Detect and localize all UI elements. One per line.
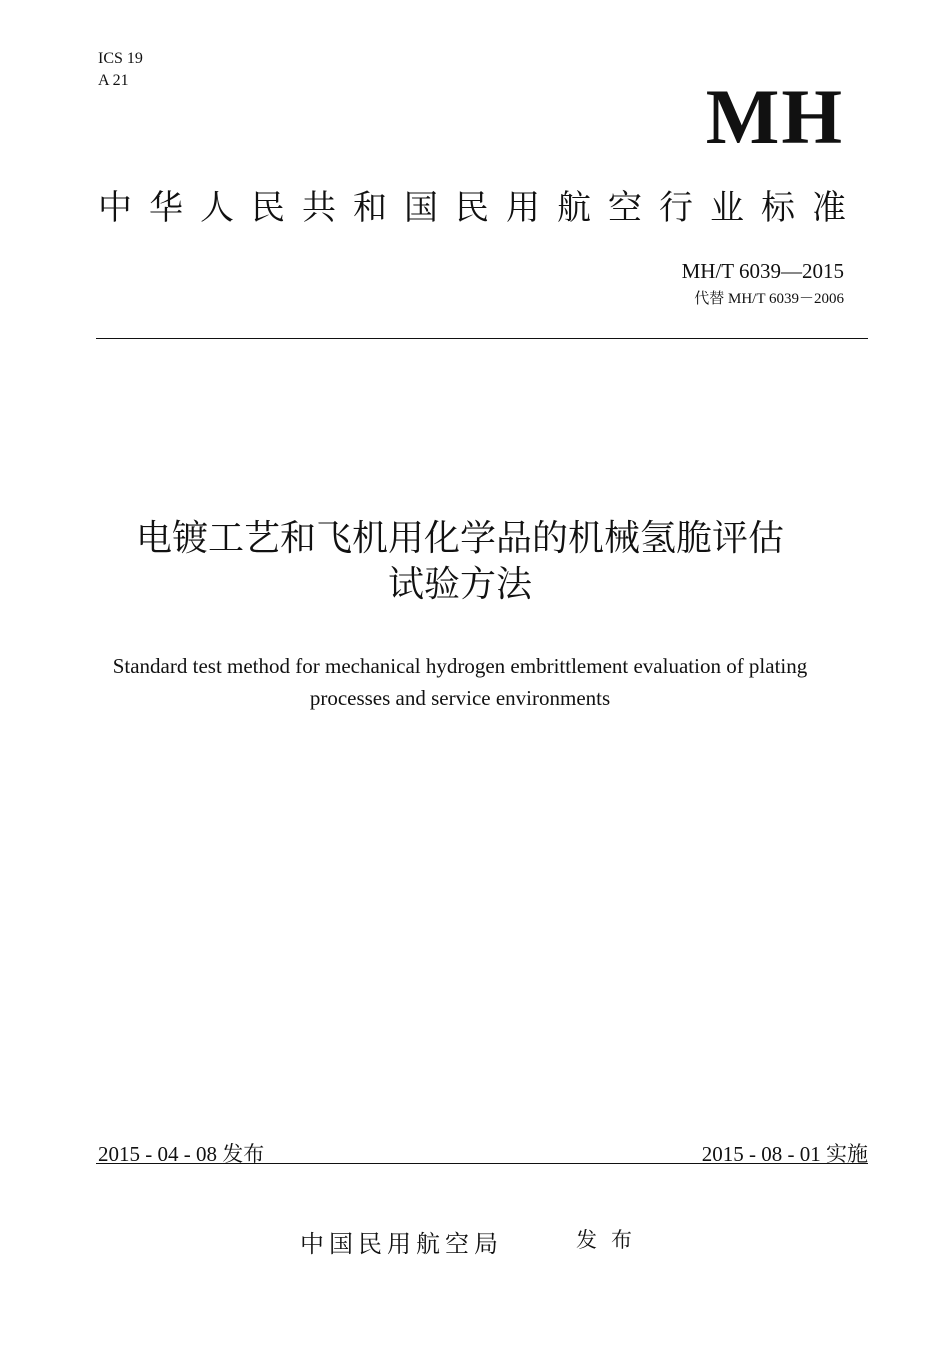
english-title xyxy=(60,650,860,714)
chinese-title-line-2: 试验方法 xyxy=(387,564,532,605)
header-divider xyxy=(96,338,868,339)
chinese-title-line-1: 电镀工艺和飞机用化学品的机械氢脆评估 xyxy=(135,518,784,559)
standard-category: 中华人民共和国民用航空行业标准 xyxy=(98,188,863,228)
replaces-standard: 代替 MH/T 6039－2006 xyxy=(694,291,844,307)
classification-codes xyxy=(98,48,143,92)
ccs-code: A 21 xyxy=(98,72,129,89)
implementation-date: 2015 - 08 - 01 实施 xyxy=(701,1142,868,1166)
chinese-title xyxy=(60,516,860,608)
ics-code: ICS 19 xyxy=(98,50,143,67)
english-title-line-1: Standard test method for mechanical hydrogen embrittlement evaluation of plating xyxy=(112,654,808,678)
publish-label: 发布 xyxy=(576,1228,646,1252)
publisher-name: 中国民用航空局 xyxy=(300,1230,503,1258)
issue-date: 2015 - 04 - 08 发布 xyxy=(98,1142,265,1166)
english-title-line-2: processes and service environments xyxy=(309,686,611,710)
mh-logo: MH xyxy=(705,73,844,160)
standard-number: MH/T 6039—2015 xyxy=(681,259,844,283)
footer-divider xyxy=(96,1163,868,1164)
